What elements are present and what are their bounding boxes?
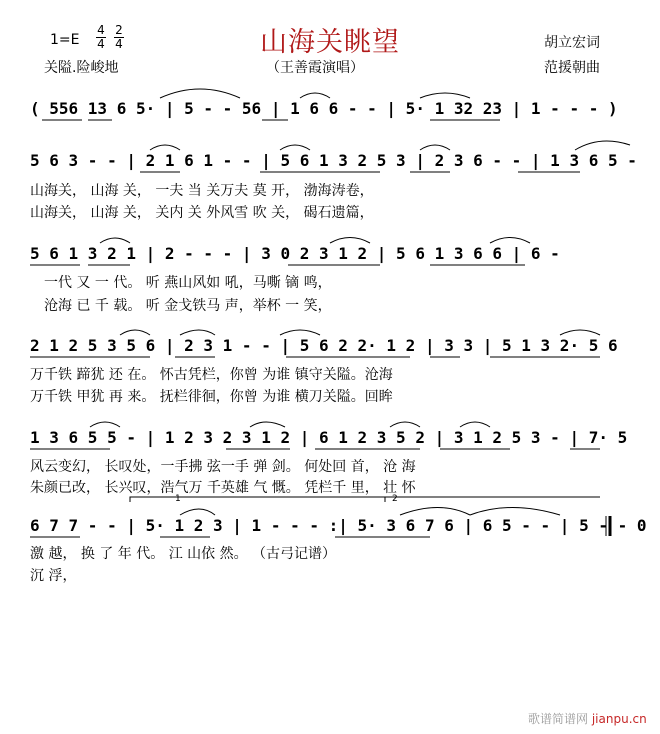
slur [470, 508, 560, 516]
volta-1-bracket [130, 497, 385, 502]
key-label: 1=E [50, 32, 80, 48]
volta-1-number: 1 [175, 494, 181, 504]
slur [400, 508, 470, 516]
watermark-url: jianpu.cn [591, 712, 647, 726]
time-signature-2: 2 4 [115, 23, 123, 51]
watermark [528, 710, 647, 727]
slur [150, 145, 180, 150]
composer: 范援朝曲 [544, 60, 600, 76]
slur [180, 330, 215, 335]
notation-row-6: 6 7 7 - - | 5· 1 2 3 | 1 - - - :| 5· 3 6 7 6 | 6 5 - - | 5 - - 0 [30, 516, 647, 535]
slur [490, 238, 530, 244]
slur [330, 238, 370, 244]
lyrics-row-5-verse-1: 风云变幻， 长叹处，一手拂 弦一手 弹 剑。 何处回 首， 沧 海 [30, 459, 416, 475]
slur [180, 509, 215, 515]
slur [280, 145, 310, 150]
lyrics-row-3-verse-1: 一代 又 一 代。 听 燕山风如 吼，马嘶 镝 鸣， [44, 275, 332, 291]
slur [90, 422, 120, 427]
lyrics-row-2-verse-2: 山海关， 山海 关， 关内 关 外风雪 吹 关， 碣石遗篇， [30, 205, 374, 221]
slur [390, 422, 420, 427]
slur [460, 422, 490, 427]
time-signature-1: 4 4 [97, 23, 105, 51]
subtitle: 关隘.险峻地 [44, 60, 119, 76]
notation-row-2: 5 6 3 - - | 2 1 6 1 - - | 5 6 1 3 2 5 3 | 2 3 6 - - | 1 3 6 5 - [30, 151, 637, 170]
lyrics-row-4-verse-2: 万千铁 甲犹 再 来。 抚栏徘徊，你曾 为谁 横刀关隘。回眸 [30, 389, 393, 405]
slur [100, 238, 130, 243]
lyrics-row-4-verse-1: 万千铁 蹄犹 还 在。 怀古凭栏，你曾 为谁 镇守关隘。沧海 [30, 367, 393, 383]
lyrics-row-6-verse-2: 沉 浮， [30, 568, 77, 584]
lyrics-row-3-verse-2: 沧海 已 千 载。 听 金戈铁马 声，举杯 一 笑， [44, 298, 332, 314]
lyrics-row-5-verse-2: 朱颜已改， 长兴叹，浩气万 千英雄 气 慨。 凭栏千 里， 壮 怀 [30, 480, 416, 496]
lyrics-row-6-verse-1: 激 越， 换 了 年 代。 江 山依 然。 （古弓记谱） [30, 546, 337, 562]
slur [120, 330, 150, 335]
notation-row-3: 5 6 1 3 2 1 | 2 - - - | 3 0 2 3 1 2 | 5 6 1 3 6 6 | 6 - [30, 244, 560, 263]
lyrics-row-2-verse-1: 山海关， 山海 关， 一夫 当 关万夫 莫 开， 渤海涛卷， [30, 183, 374, 199]
slur [575, 141, 630, 150]
volta-2-number: 2 [392, 494, 398, 504]
notation-row-1: ( 556 13 6 5· | 5 - - 56 | 1 6 6 - - | 5· 1 32 23 | 1 - - - ) [30, 99, 618, 118]
volta-2-bracket [385, 497, 600, 502]
page-title: 山海关眺望 [260, 27, 400, 58]
notation-row-5: 1 3 6 5 5 - | 1 2 3 2 3 1 2 | 6 1 2 3 5 2 | 3 1 2 5 3 - | 7· 5 [30, 428, 628, 447]
performer-note: （王善霞演唱） [266, 60, 364, 76]
slur [280, 330, 320, 335]
slur [420, 145, 450, 150]
lyricist: 胡立宏词 [544, 35, 600, 51]
slur [160, 89, 240, 98]
slur [420, 93, 470, 98]
watermark-label: 歌谱简谱网 [528, 712, 589, 726]
slur [300, 93, 330, 98]
notation-row-4: 2 1 2 5 3 5 6 | 2 3 1 - - | 5 6 2 2· 1 2 | 3 3 | 5 1 3 2· 5 6 [30, 336, 618, 355]
slur [560, 330, 600, 335]
slur [250, 422, 285, 427]
